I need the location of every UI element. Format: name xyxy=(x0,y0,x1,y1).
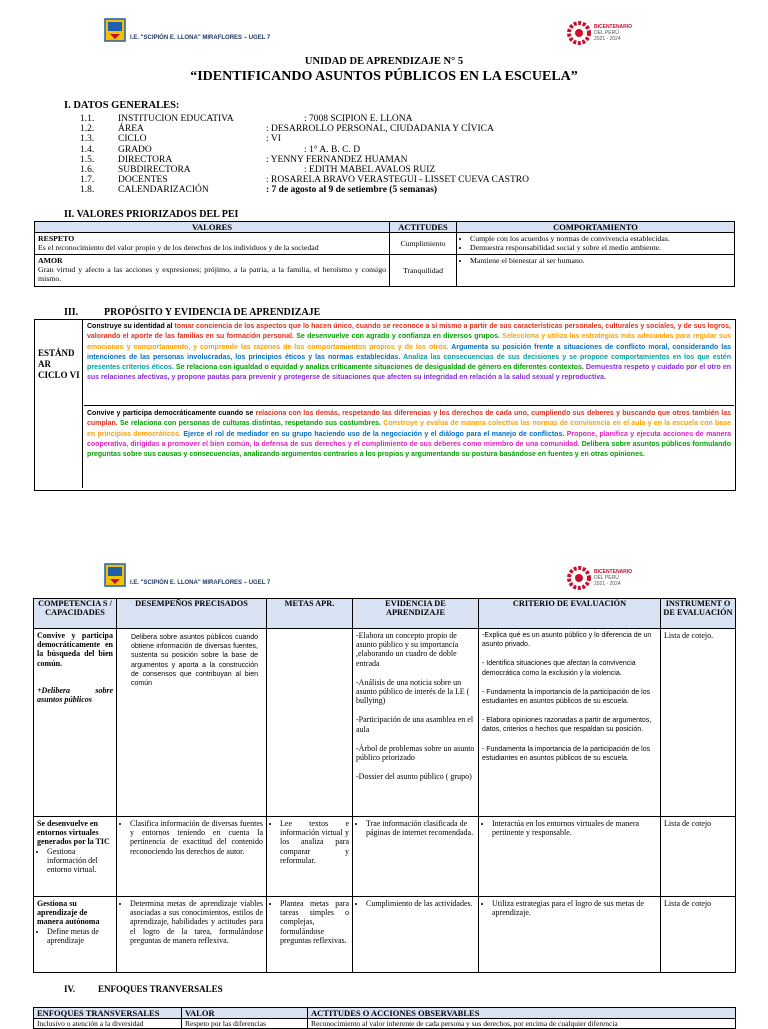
goal-text: • Lee textos e información virtual y los analiza para comparar y reformular. xyxy=(280,819,349,865)
standard-text-run: relaciona con los demás, respetando las diferencias y los derechos de cada uno, cumpliendo sus deberes y buscando que otros también las cumplan. xyxy=(87,410,731,428)
transversal-approaches-table xyxy=(33,1007,736,1029)
general-data-value: : EDITH MABEL AVALOS RUIZ xyxy=(304,164,436,175)
standard-text-run: Propone, planifica y ejecuta acciones de manera cooperativa, dirigidas a promover el bien común, la defensa de sus derechos y el cumplimiento de sus deberes como miembro de una comunidad. xyxy=(87,430,731,448)
competence-name: Se desenvuelve en entornos virtuales generados por la TIC xyxy=(37,819,110,847)
evidence-item: -Análisis de una noticia sobre un asunto público de interés de la I.E ( bullying) xyxy=(356,677,470,706)
bicentennial-emblem-icon xyxy=(566,20,592,46)
value-cell xyxy=(35,233,390,255)
standard-text-run: Argumenta su posición frente a situaciones de conflicto moral, considerando las intenciones de las personas involucradas, los principios éticos y las normas establecidas. xyxy=(87,343,731,361)
goals-cell xyxy=(267,629,353,817)
general-data-value: : 7 de agosto al 9 de setiembre (5 semanas) xyxy=(266,185,438,196)
general-data-number: 1.8. xyxy=(80,185,95,196)
section2-heading: II. VALORES PRIORIZADOS DEL PEI xyxy=(64,209,239,220)
criteria-cell xyxy=(479,897,661,973)
evidence-item: -Dossier del asunto público ( grupo) xyxy=(356,772,472,782)
performance-header: DESEMPEÑOS PRECISADOS xyxy=(117,599,267,629)
standard-text-run: Ejerce el rol de mediador en su grupo haciendo uso de la negociación y el diálogo para el manejo de conflictos. xyxy=(183,430,567,438)
value-cell xyxy=(35,255,390,287)
unit-title: UNIDAD DE APRENDIZAJE N° 5 xyxy=(304,56,464,67)
general-data-label: CALENDARIZACIÓN xyxy=(118,185,209,196)
evidence-text: • Cumplimiento de las actividades. xyxy=(366,899,475,908)
value-description: Es el reconocimiento del valor propio y de los derechos de los individuos y de la sociedad xyxy=(38,243,319,252)
criterion-text: • Interactúa en los entornos virtuales de manera pertinente y responsable. xyxy=(492,819,657,837)
standard-competence-identity xyxy=(87,322,731,384)
general-data-value: : YENNY FERNANDEZ HUAMAN xyxy=(266,154,408,165)
general-data-label: DIRECTORA xyxy=(118,154,173,165)
general-data-value: : ROSARELA BRAVO VERASTEGUI - LISSET CUEVA CASTRO xyxy=(266,175,529,186)
evidence-cell xyxy=(353,897,479,973)
section4-heading: ENFOQUES TRANVERSALES xyxy=(98,984,223,994)
performance-cell: Delibera sobre asuntos públicos cuando obtiene información de diversas fuentes, sustenta su posición sobre la base de argumentos y aporta a la construcción de consensos que contribuyan al bien común xyxy=(117,629,267,817)
instrument-header: INSTRUMENT O DE EVALUACIÓN xyxy=(661,599,736,629)
performance-text: • Clasifica información de diversas fuentes y entornos teniendo en cuenta la pertinencia de exactitud del contenido reconociendo los derechos de autor. xyxy=(130,819,263,856)
general-data-number: 1.7. xyxy=(80,175,95,186)
performance-text: • Determina metas de aprendizaje viables asociadas a sus conocimientos, estilos de aprendizaje, habilidades y actitudes para el logro de la tarea, formulándose preguntas de manera reflexiva. xyxy=(130,899,263,945)
general-data-number: 1.2. xyxy=(80,124,95,135)
general-data-value: : DESARROLLO PERSONAL, CIUDADANIA Y CÍVICA xyxy=(266,124,494,135)
standard-text-run: Selecciona y utiliza las estrategias más adecuadas para regular sus emociones y comportamiento, y comprende las razones de los comportamientos propios y de los otros. xyxy=(87,333,731,351)
bicentennial-logo xyxy=(566,563,696,597)
competence-cell xyxy=(34,629,117,817)
section3-heading: PROPÓSITO Y EVIDENCIA DE APRENDIZAJE xyxy=(104,307,321,318)
value-name: AMOR xyxy=(38,256,63,265)
general-data-number: 1.1. xyxy=(80,114,95,124)
approach-header: ENFOQUES TRANSVERSALES xyxy=(34,1008,182,1019)
behavior-item: • Mantiene el bienestar al ser humano. xyxy=(470,256,731,265)
general-data-value: : VI xyxy=(266,134,281,145)
behavior-item: • Cumple con los acuerdos y normas de convivencia establecidas. xyxy=(470,234,731,243)
criterion-item: -Explica qué es un asunto público y lo diferencia de un asunto privado. xyxy=(482,632,652,649)
competence-name: Convive y participa democráticamente en la búsqueda del bien común. xyxy=(37,631,113,668)
section3-heading-number: III. xyxy=(64,307,79,318)
criterion-item: - Elabora opiniones razonadas a partir de argumentos, datos, criterios o hechos que respaldan su posición. xyxy=(482,717,652,734)
performance-cell xyxy=(117,897,267,973)
evidence-item: -Árbol de problemas sobre un asunto público priorizado xyxy=(356,743,475,763)
criteria-cell xyxy=(479,629,661,817)
actions-header: ACTITUDES O ACCIONES OBSERVABLES xyxy=(308,1008,736,1019)
behavior-cell xyxy=(457,233,735,255)
standard-text-run: tomar conciencia de los aspectos que lo hacen único, cuando se reconoce a sí mismo a partir de sus características personales, culturales y sociales, y de sus logros, valorando el aporte de las familias en su formación personal. xyxy=(87,323,731,341)
value-name: RESPETO xyxy=(38,234,75,243)
standard-text-run: Se desenvuelve con agrado y confianza en diversos grupos. xyxy=(296,333,503,341)
standards-divider xyxy=(84,405,734,406)
goals-cell xyxy=(267,817,353,897)
general-data-label: DOCENTES xyxy=(118,175,168,186)
evidence-header: EVIDENCIA DE APRENDIZAJE xyxy=(353,599,479,629)
bicentennial-line1: BICENTENARIO xyxy=(594,569,633,575)
bicentennial-line3: 2021 - 2024 xyxy=(594,36,621,42)
general-data-label: ÁREA xyxy=(118,124,144,135)
competence-cell xyxy=(34,897,117,973)
general-data-label: INSTITUCION EDUCATIVA xyxy=(118,114,234,124)
bicentennial-line3: 2021 - 2024 xyxy=(594,581,621,587)
capacity-name: • Define metas de aprendizaje xyxy=(47,927,113,945)
attitude-cell: Tranquilidad xyxy=(390,255,457,287)
performance-cell xyxy=(117,817,267,897)
standard-text-run: Delibera sobre asuntos públicos formulando preguntas sobre sus causas y consecuencias, analizando argumentos contrarios a los propios y argumentando su postura basándose en fuentes y en otras opiniones. xyxy=(87,440,731,459)
general-data-number: 1.4. xyxy=(80,144,95,155)
value-description: Gran virtud y afecto a las acciones y expresiones; prójimo, a la patria, a la familia, el heroísmo y consigo mismo. xyxy=(38,265,386,283)
general-data-number: 1.3. xyxy=(80,134,95,145)
unit-name: “IDENTIFICANDO ASUNTOS PÚBLICOS EN LA ESCUELA” xyxy=(190,69,578,84)
actions-cell: Reconocimiento al valor inherente de cada persona y sus derechos, por encima de cualquier diferencia xyxy=(308,1019,736,1029)
general-data-number: 1.5. xyxy=(80,154,95,165)
page1-header xyxy=(0,18,768,58)
value-header: VALOR xyxy=(182,1008,308,1019)
goal-text: • Plantea metas para tareas simples o complejas, formulándose preguntas reflexivas. xyxy=(280,899,349,945)
standard-text-run: Se relaciona con igualdad o equidad y analiza críticamente situaciones de desigualdad de género en diferentes contextos. xyxy=(175,364,586,372)
evidence-item: -Participación de una asamblea en el aula xyxy=(356,715,474,734)
criteria-cell xyxy=(479,817,661,897)
behavior-cell xyxy=(457,255,735,287)
general-data-value: : 7008 SCIPION E. LLONA xyxy=(304,114,413,124)
bicentennial-line1: BICENTENARIO xyxy=(594,24,633,30)
behavior-header: COMPORTAMIENTO xyxy=(457,222,735,233)
standard-competence-democracy xyxy=(87,409,731,460)
criterion-item: - Fundamenta la importancia de la participación de los estudiantes en asuntos públicos de su escuela. xyxy=(482,745,651,762)
general-data-label: CICLO xyxy=(118,134,147,145)
value-cell: Respeto por las diferencias xyxy=(182,1019,308,1029)
standard-text-run: Analiza las consecuencias de sus decisiones y se propone comportamientos en los que estén presentes criterios éticos. xyxy=(87,353,731,372)
competence-header: COMPETENCIA S / CAPACIDADES xyxy=(34,599,117,629)
school-name: I.E. "SCIPIÓN E. LLONA" MIRAFLORES – UGEL 7 xyxy=(130,35,271,41)
attitude-cell: Cumplimiento xyxy=(390,233,457,255)
general-data-number: 1.6. xyxy=(80,164,95,175)
approach-cell: Inclusivo o atención a la diversidad xyxy=(34,1019,182,1029)
criteria-header: CRITERIO DE EVALUACIÓN xyxy=(479,599,661,629)
goals-header: METAS APR. xyxy=(267,599,353,629)
attitudes-header: ACTITUDES xyxy=(390,222,457,233)
evidence-item: -Elabora un concepto propio de asunto público y su importancia ,elaborando un cuadro de doble entrada xyxy=(356,631,459,668)
standard-text-run: Convive y participa democráticamente cuando se xyxy=(87,410,256,417)
section4-heading-number: IV. xyxy=(64,984,76,994)
general-data-label: SUBDIRECTORA xyxy=(118,164,191,175)
general-data-label: GRADO xyxy=(118,144,152,155)
standard-text-run: Construye su identidad al xyxy=(87,323,175,330)
evidence-text: • Trae información clasificada de páginas de internet recomendada. xyxy=(366,819,475,837)
instrument-cell: Lista de cotejo. xyxy=(661,629,736,817)
page2-header xyxy=(0,563,768,603)
evidence-cell xyxy=(353,817,479,897)
instrument-cell: Lista de cotejo xyxy=(661,817,736,897)
capacity-name: +Delibera sobre asuntos públicos xyxy=(37,686,113,705)
instrument-cell: Lista de cotejo xyxy=(661,897,736,973)
criterion-item: - Fundamenta la importancia de la participación de los estudiantes en asuntos públicos de su escuela. xyxy=(482,688,651,706)
competence-name: Gestiona su aprendizaje de manera autónoma xyxy=(37,899,100,927)
bicentennial-logo xyxy=(566,18,696,52)
standard-text-run: Demuestra respeto y cuidado por el otro en sus relaciones afectivas, y propone pautas para prevenir y protegerse de situaciones que afecten su integridad en relación a la salud sexual y reproductiva. xyxy=(87,364,731,382)
standard-text-run: Construye y evalúa de manera colectiva las normas de convivencia en el aula y en la escuela con base en principios democráticos. xyxy=(87,420,731,438)
school-logo xyxy=(104,18,126,42)
school-logo xyxy=(104,563,126,587)
standard-text-run: Se relaciona con personas de culturas distintas, respetando sus costumbres. xyxy=(120,420,384,428)
evidence-cell xyxy=(353,629,479,817)
general-data-value: : 1° A. B. C. D xyxy=(304,144,361,155)
competencies-table xyxy=(33,598,736,973)
behavior-item: • Demuestra responsabilidad social y sobre el medio ambiente. xyxy=(470,243,731,252)
section1-heading: I. DATOS GENERALES: xyxy=(64,100,180,111)
competence-cell xyxy=(34,817,117,897)
school-name: I.E. "SCIPIÓN E. LLONA" MIRAFLORES – UGEL 7 xyxy=(130,580,271,586)
values-table xyxy=(34,221,735,287)
criterion-item: - Identifica situaciones que afectan la convivencia democrática como la exclusión y la violencia. xyxy=(482,660,636,677)
bicentennial-emblem-icon xyxy=(566,565,592,591)
goals-cell xyxy=(267,897,353,973)
standard-label: ESTÁND AR CICLO VI xyxy=(35,320,83,488)
bicentennial-line2: DEL PERÚ xyxy=(594,30,619,36)
capacity-name: • Gestiona información del entorno virtual. xyxy=(47,847,113,875)
values-header: VALORES xyxy=(35,222,390,233)
standards-box xyxy=(34,319,736,491)
criterion-text: • Utiliza estrategias para el logro de sus metas de aprendizaje. xyxy=(492,899,657,917)
bicentennial-line2: DEL PERÚ xyxy=(594,575,619,581)
